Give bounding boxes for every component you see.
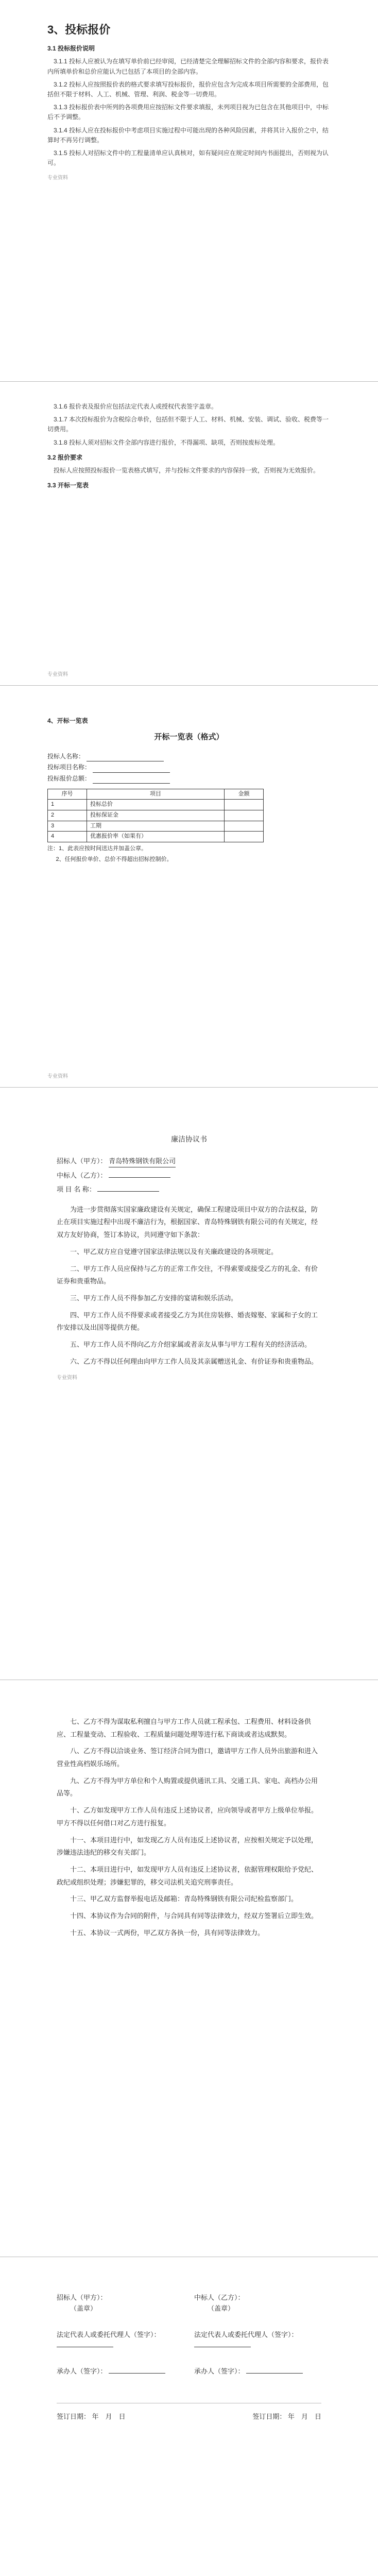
field-input-line[interactable]: [93, 765, 170, 773]
project-row: [57, 1184, 321, 1195]
section-bid-price-cont: [0, 402, 378, 494]
project-input[interactable]: [97, 1191, 159, 1192]
clause: 十一、本项目进行中，如发现乙方人员有违反上述协议者，应按相关规定予以处理，涉嫌违法违纪的移交有关部门。: [57, 1836, 318, 1857]
table-cell[interactable]: [225, 832, 264, 842]
date-field-b: [252, 2412, 321, 2422]
table-header-row: [48, 789, 264, 800]
clause: 五、甲方工作人员不得向乙方介绍家属或者亲友从事与甲方工程有关的经济活动。: [70, 1340, 312, 1348]
clause: 十二、本项目进行中，如发现甲方人员有违反上述协议者，依据管理权限给予党纪、政纪或组织处理；涉嫌犯罪的，移交司法机关追究刑事责任。: [57, 1865, 318, 1886]
table-cell: 1: [48, 800, 87, 810]
page-divider: [0, 1087, 378, 1088]
field-label: 投标人名称：: [47, 753, 85, 760]
footer-block: [0, 1066, 378, 1081]
table-row: [48, 832, 264, 842]
table-cell: 3: [48, 821, 87, 832]
clause: 十、乙方如发现甲方工作人员有违反上述协议者，应向领导或者甲方上级单位举报。甲方不得以任何借口对乙方进行报复。: [57, 1806, 318, 1827]
sign-party-b: [194, 2293, 321, 2314]
clause: 十四、本协议作为合同的附件，与合同具有同等法律效力，经双方签署后立即生效。: [70, 1911, 318, 1920]
field-label: 投标报价总额：: [47, 774, 91, 782]
page-divider: [0, 685, 378, 686]
form-section-title: 4、开标一览表: [47, 717, 88, 724]
section-bid-price: [0, 21, 378, 182]
seal-label: （盖章）: [208, 2304, 235, 2312]
bid-opening-form: [0, 711, 378, 865]
para-3-1-7: 3.1.7 本次投标报价为含税综合单价，包括但不限于人工、材料、机械、安装、调试、验收、税费等一切费用。: [47, 416, 329, 433]
clause: 二、甲方工作人员应保持与乙方的正常工作交往，不得索要或接受乙方的礼金、有价证券和贵重物品。: [57, 1264, 318, 1285]
party-a-label: 招标人（甲方）：: [57, 1157, 107, 1165]
table-cell: 投标保证金: [87, 810, 224, 821]
clause: 十五、本协议一式两份，甲乙双方各执一份，具有同等法律效力。: [70, 1928, 265, 1937]
sign-label: 中标人（乙方）：: [194, 2294, 245, 2301]
clause: 十三、甲乙双方监督举报电话及邮箱：青岛特殊钢铁有限公司纪检监察部门。: [70, 1895, 298, 1903]
clause: 四、甲方工作人员不得要求或者接受乙方为其住房装修、婚丧嫁娶、家属和子女的工作安排以及出国等提供方便。: [57, 1311, 318, 1332]
sign-label: 承办人（签字）：: [194, 2367, 245, 2376]
page-divider: [0, 381, 378, 382]
party-b-input[interactable]: [109, 1177, 170, 1178]
table-row: [48, 800, 264, 810]
section-title: 3、投标报价: [47, 23, 111, 36]
footer-mark: 专业资料: [47, 175, 68, 181]
table-cell: 4: [48, 832, 87, 842]
field-input-line[interactable]: [93, 776, 170, 784]
form-title: 开标一览表（格式）: [154, 733, 224, 742]
integrity-agreement: [0, 1133, 378, 1382]
date-value[interactable]: 年 月 日: [287, 2412, 321, 2420]
field-input-line[interactable]: [87, 754, 164, 761]
signature-line[interactable]: [109, 2373, 165, 2374]
sign-rep-a: [57, 2330, 184, 2351]
sign-handler-a: [57, 2366, 184, 2377]
agreement-title: 廉洁协议书: [171, 1135, 207, 1143]
clause: 九、乙方不得为甲方单位和个人购置或提供通讯工具、交通工具、家电、高档办公用品等。: [57, 1776, 318, 1798]
footer-mark: 专业资料: [57, 1375, 77, 1381]
field-label: 投标项目名称：: [47, 764, 91, 771]
sign-party-a: [57, 2293, 184, 2314]
column-header: 金额: [225, 789, 264, 800]
table-cell: 2: [48, 810, 87, 821]
clause-intro: 为进一步贯彻落实国家廉政建设有关规定，确保工程建设项目中双方的合法权益，防止在项目实施过程中出现不廉洁行为，根据国家、青岛特殊钢铁有限公司的有关规定，经双方友好协商，签订本协议，共同遵守如下条款：: [57, 1205, 318, 1239]
date-row: [57, 2412, 321, 2422]
table-cell: 投标总价: [87, 800, 224, 810]
sign-handler-b: [194, 2366, 321, 2377]
field-total-amount: [47, 774, 331, 784]
para-3-1-3: 3.1.3 投标报价表中所列的各项费用应按招标文件要求填报，未列项目视为已包含在其他项目中，中标后不予调整。: [47, 104, 329, 121]
footer-mark: 专业资料: [47, 672, 68, 677]
para-3-1-8: 3.1.8 投标人须对招标文件全部内容进行报价，不得漏项、缺项，否则按废标处理。: [54, 438, 280, 446]
sign-label: 法定代表人或委托代理人（签字）：: [57, 2330, 161, 2338]
sign-rep-b: [194, 2330, 321, 2351]
table-cell[interactable]: [225, 821, 264, 832]
clause: 六、乙方不得以任何理由向甲方工作人员及其亲属赠送礼金、有价证券和贵重物品。: [70, 1357, 318, 1365]
table-cell[interactable]: [225, 810, 264, 821]
date-field-a: [57, 2412, 126, 2422]
party-b-row: [57, 1171, 321, 1181]
signature-grid: [57, 2293, 321, 2377]
para-3-1-1: 3.1.1 投标人应被认为在填写单价前已经审阅，已经清楚完全理解招标文件的全部内容和要求，报价表内所填单价和总价应能认为已包括了本项目的全部内容。: [47, 58, 329, 75]
clause: 一、甲乙双方应自觉遵守国家法律法规以及有关廉政建设的各项规定。: [70, 1247, 278, 1256]
para-3-1-6: 3.1.6 报价表及报价应包括法定代表人或授权代表签字盖章。: [54, 403, 218, 410]
date-label: 签订日期：: [252, 2412, 286, 2420]
table-cell: 优惠报价率（如果有）: [87, 832, 224, 842]
party-b-label: 中标人（乙方）：: [57, 1172, 107, 1180]
field-bidder-name: [47, 752, 331, 761]
para-3-1-2: 3.1.2 投标人应按照报价表的格式要求填写投标报价，报价应包含为完成本项目所需要的全部费用，包括但不限于材料、人工、机械、管理、利润、税金等一切费用。: [47, 80, 329, 98]
subheading-3-1: 3.1 投标报价说明: [47, 45, 95, 53]
field-project-name: [47, 762, 331, 772]
sign-label: 招标人（甲方）：: [57, 2294, 107, 2301]
bid-table: [47, 789, 264, 842]
clause: 八、乙方不得以洽谈业务、签订经济合同为借口，邀请甲方工作人员外出旅游和进入营业性高档娱乐场所。: [57, 1747, 318, 1768]
party-a-value: 青岛特殊钢铁有限公司: [109, 1156, 176, 1167]
footer-mark: 专业资料: [47, 1074, 68, 1079]
table-note: 注：1、此表应按时间送达并加盖公章。: [47, 845, 147, 852]
party-a-row: [57, 1156, 321, 1167]
column-header: 序号: [48, 789, 87, 800]
seal-label: （盖章）: [70, 2304, 97, 2312]
subheading-3-2: 3.2 报价要求: [47, 453, 83, 461]
column-header: 项目: [87, 789, 224, 800]
signature-line[interactable]: [246, 2373, 303, 2374]
table-row: [48, 821, 264, 832]
project-label: 项 目 名 称：: [57, 1185, 96, 1193]
table-cell: 工期: [87, 821, 224, 832]
integrity-agreement-cont: [0, 1716, 378, 1943]
clause: 七、乙方不得为谋取私利擅自与甲方工作人员就工程承包、工程费用、材料设备供应、工程量变动、工程验收、工程质量问题处理等进行私下商谈或者达成默契。: [57, 1718, 312, 1738]
date-value[interactable]: 年 月 日: [92, 2412, 126, 2420]
para-3-1-5: 3.1.5 投标人对招标文件中的工程量清单应认真核对，如有疑问应在规定时间内书面提出，否则视为认可。: [47, 149, 329, 167]
para-3-1-4: 3.1.4 投标人应在投标报价中考虑项目实施过程中可能出现的各种风险因素，并将其计入报价之中，结算时不再另行调整。: [47, 126, 329, 144]
para-3-2: 投标人应按照投标报价一览表格式填写，并与投标文件要求的内容保持一致，否则视为无效报价。: [54, 466, 320, 474]
signature-block: [0, 2293, 378, 2422]
subheading-3-3: 3.3 开标一览表: [47, 482, 89, 489]
clause: 三、甲方工作人员不得参加乙方安排的宴请和娱乐活动。: [70, 1294, 238, 1302]
sign-label: 承办人（签字）：: [57, 2367, 107, 2376]
table-note: 2、任何报价单价、总价不得超出招标控制价。: [56, 856, 173, 863]
date-label: 签订日期：: [57, 2412, 91, 2420]
table-cell[interactable]: [225, 800, 264, 810]
footer-block: [0, 665, 378, 679]
sign-label: 法定代表人或委托代理人（签字）：: [194, 2330, 298, 2338]
table-row: [48, 810, 264, 821]
